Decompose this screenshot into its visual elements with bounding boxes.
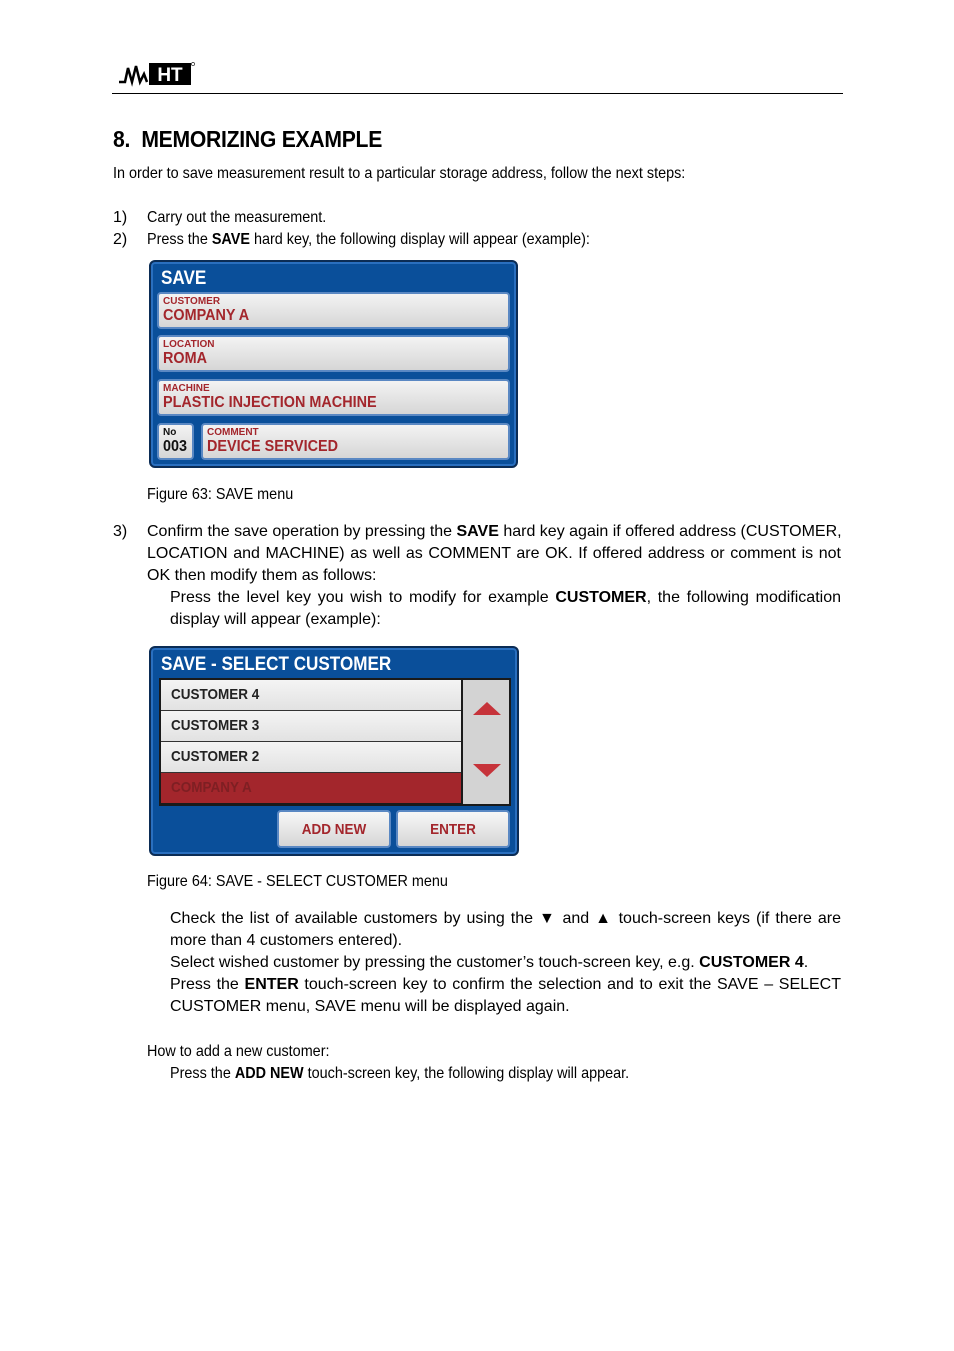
intro-text: In order to save measurement result to a particular storage address, follow the next steps:	[113, 165, 686, 182]
step-3-sub-text: Press the level key you wish to modify for example CUSTOMER, the following modification display will appear (example):	[170, 589, 841, 628]
ht-logo	[117, 60, 195, 88]
step-1-num: 1)	[113, 209, 128, 226]
select-customer-panel	[149, 646, 519, 856]
add-new-button[interactable]: ADD NEW	[277, 810, 391, 848]
step-3-text: Confirm the save operation by pressing the SAVE hard key again if offered address (CUSTOMER, LOCATION and MACHINE) as well as COMMENT are OK. If offered address or comment is not OK then modify them as follows:	[147, 523, 842, 584]
list-item-selected[interactable]: COMPANY A	[161, 773, 461, 803]
location-field[interactable]	[157, 335, 510, 372]
step-2-text: Press the SAVE hard key, the following display will appear (example):	[147, 231, 590, 248]
logo-text: HT	[157, 65, 183, 86]
section-title: 8. MEMORIZING EXAMPLE	[113, 126, 383, 152]
location-value: ROMA	[163, 350, 208, 367]
enter-button[interactable]: ENTER	[396, 810, 510, 848]
list-item[interactable]: CUSTOMER 4	[161, 680, 461, 711]
comment-value: DEVICE SERVICED	[207, 438, 338, 455]
figure-64-caption: Figure 64: SAVE - SELECT CUSTOMER menu	[147, 873, 448, 890]
number-field[interactable]	[157, 423, 194, 460]
scroll-up-icon[interactable]	[473, 702, 501, 715]
number-label: No	[163, 427, 177, 438]
scroll-bar	[461, 678, 511, 806]
step-1-text: Carry out the measurement.	[147, 209, 327, 226]
location-label: LOCATION	[163, 339, 215, 350]
customer-label: CUSTOMER	[163, 296, 221, 307]
step-3-num: 3)	[113, 523, 128, 540]
number-value: 003	[163, 438, 188, 455]
customer-value: COMPANY A	[163, 307, 250, 324]
machine-field[interactable]	[157, 379, 510, 416]
add-text: Press the ADD NEW touch-screen key, the following display will appear.	[170, 1065, 630, 1082]
customer-field[interactable]	[157, 292, 510, 329]
comment-label: COMMENT	[207, 427, 259, 438]
list-item[interactable]: CUSTOMER 2	[161, 742, 461, 773]
step-2-num: 2)	[113, 231, 128, 248]
select-customer-title: SAVE - SELECT CUSTOMER	[161, 654, 392, 675]
check-text: Check the list of available customers by using the ▼ and ▲ touch-screen keys (if there are more than 4 customers entered). Select wished customer by pressing the customer’s touch-screen key, e.g. CUSTOMER 4. Press the ENTER touch-screen key to confirm the selection and to exit the SAVE – SELECT CUSTOMER menu, SAVE menu will be displayed again.	[170, 910, 842, 1015]
save-panel-title: SAVE	[161, 268, 207, 289]
add-heading: How to add a new customer:	[147, 1043, 330, 1060]
scroll-down-icon[interactable]	[473, 764, 501, 777]
machine-label: MACHINE	[163, 383, 210, 394]
save-panel	[149, 260, 518, 468]
customer-list	[159, 678, 463, 806]
list-item[interactable]: CUSTOMER 3	[161, 711, 461, 742]
machine-value: PLASTIC INJECTION MACHINE	[163, 394, 377, 411]
comment-field[interactable]	[201, 423, 510, 460]
figure-63-caption: Figure 63: SAVE menu	[147, 486, 294, 503]
header-rule	[112, 93, 843, 94]
